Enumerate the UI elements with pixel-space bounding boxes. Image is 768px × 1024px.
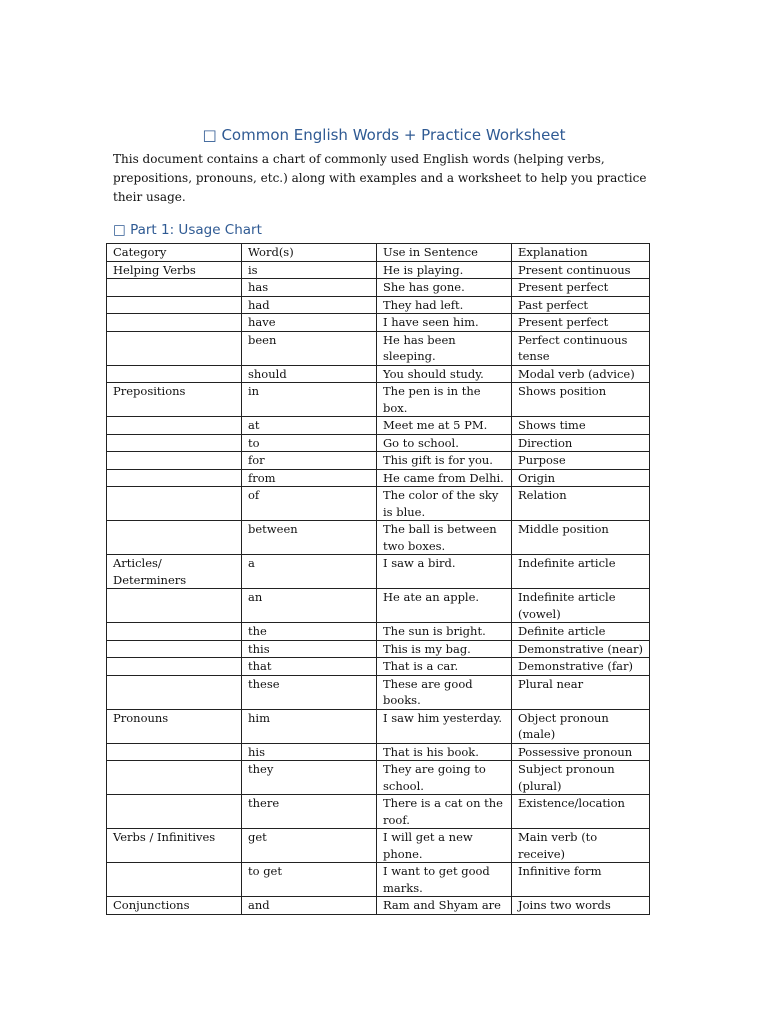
explanation-cell: Main verb (to receive) — [512, 829, 650, 863]
word-cell: for — [242, 452, 377, 470]
header-words: Word(s) — [242, 244, 377, 262]
explanation-cell: Direction — [512, 434, 650, 452]
part1-heading-text: Part 1: Usage Chart — [130, 222, 262, 238]
category-cell — [107, 365, 242, 383]
category-cell — [107, 761, 242, 795]
sentence-cell: The pen is in the box. — [377, 383, 512, 417]
table-row — [107, 434, 650, 452]
table-row — [107, 589, 650, 623]
sentence-cell: Meet me at 5 PM. — [377, 417, 512, 435]
word-cell: him — [242, 709, 377, 743]
sentence-cell: That is a car. — [377, 658, 512, 676]
word-cell: a — [242, 555, 377, 589]
table-row — [107, 521, 650, 555]
category-cell — [107, 658, 242, 676]
table-row — [107, 314, 650, 332]
category-cell: Prepositions — [107, 383, 242, 417]
title-emoji-icon: □ — [202, 126, 217, 144]
category-cell — [107, 331, 242, 365]
category-cell — [107, 314, 242, 332]
category-cell — [107, 417, 242, 435]
header-category: Category — [107, 244, 242, 262]
sentence-cell: He ate an apple. — [377, 589, 512, 623]
explanation-cell: Past perfect — [512, 296, 650, 314]
table-row — [107, 863, 650, 897]
table-row — [107, 675, 650, 709]
category-cell: Verbs / Infinitives — [107, 829, 242, 863]
sentence-cell: He is playing. — [377, 261, 512, 279]
category-cell: Helping Verbs — [107, 261, 242, 279]
explanation-cell: Indefinite article (vowel) — [512, 589, 650, 623]
word-cell: been — [242, 331, 377, 365]
table-row — [107, 383, 650, 417]
table-row — [107, 897, 650, 915]
sentence-cell: I will get a new phone. — [377, 829, 512, 863]
explanation-cell: Present perfect — [512, 279, 650, 297]
table-header-row — [107, 244, 650, 262]
category-cell — [107, 795, 242, 829]
part1-heading — [113, 220, 653, 240]
explanation-cell: Possessive pronoun — [512, 743, 650, 761]
document-title — [0, 124, 768, 146]
table-row — [107, 640, 650, 658]
explanation-cell: Present perfect — [512, 314, 650, 332]
table-row — [107, 743, 650, 761]
table-row — [107, 469, 650, 487]
explanation-cell: Origin — [512, 469, 650, 487]
header-use-in-sentence: Use in Sentence — [377, 244, 512, 262]
category-cell — [107, 863, 242, 897]
word-cell: get — [242, 829, 377, 863]
sentence-cell: The sun is bright. — [377, 623, 512, 641]
explanation-cell: Shows position — [512, 383, 650, 417]
table-row — [107, 795, 650, 829]
explanation-cell: Joins two words — [512, 897, 650, 915]
word-cell: the — [242, 623, 377, 641]
word-cell: that — [242, 658, 377, 676]
category-cell — [107, 640, 242, 658]
intro-paragraph: This document contains a chart of commonly used English words (helping verbs, prepositions, pronouns, etc.) along with examples and a worksheet to help you practice their usage. — [113, 152, 647, 204]
word-cell: his — [242, 743, 377, 761]
sentence-cell: You should study. — [377, 365, 512, 383]
word-cell: in — [242, 383, 377, 417]
sentence-cell: I saw a bird. — [377, 555, 512, 589]
explanation-cell: Shows time — [512, 417, 650, 435]
category-cell — [107, 452, 242, 470]
word-cell: this — [242, 640, 377, 658]
word-cell: to get — [242, 863, 377, 897]
category-cell: Conjunctions — [107, 897, 242, 915]
explanation-cell: Existence/location — [512, 795, 650, 829]
word-cell: had — [242, 296, 377, 314]
category-cell — [107, 279, 242, 297]
word-cell: an — [242, 589, 377, 623]
table-row — [107, 623, 650, 641]
category-cell — [107, 743, 242, 761]
explanation-cell: Demonstrative (near) — [512, 640, 650, 658]
word-cell: between — [242, 521, 377, 555]
table-row — [107, 761, 650, 795]
document-title-text: Common English Words + Practice Worksheet — [221, 126, 566, 144]
explanation-cell: Definite article — [512, 623, 650, 641]
table-row — [107, 365, 650, 383]
header-explanation: Explanation — [512, 244, 650, 262]
category-cell — [107, 296, 242, 314]
category-cell — [107, 469, 242, 487]
category-cell — [107, 675, 242, 709]
explanation-cell: Subject pronoun (plural) — [512, 761, 650, 795]
sentence-cell: He has been sleeping. — [377, 331, 512, 365]
word-cell: they — [242, 761, 377, 795]
table-row — [107, 417, 650, 435]
table-row — [107, 296, 650, 314]
table-row — [107, 487, 650, 521]
sentence-cell: That is his book. — [377, 743, 512, 761]
sentence-cell: I have seen him. — [377, 314, 512, 332]
word-cell: there — [242, 795, 377, 829]
sentence-cell: He came from Delhi. — [377, 469, 512, 487]
category-cell — [107, 521, 242, 555]
table-row — [107, 555, 650, 589]
sentence-cell: There is a cat on the roof. — [377, 795, 512, 829]
word-cell: to — [242, 434, 377, 452]
explanation-cell: Modal verb (advice) — [512, 365, 650, 383]
sentence-cell: I want to get good marks. — [377, 863, 512, 897]
explanation-cell: Purpose — [512, 452, 650, 470]
table-row — [107, 658, 650, 676]
category-cell — [107, 487, 242, 521]
sentence-cell: These are good books. — [377, 675, 512, 709]
word-cell: should — [242, 365, 377, 383]
word-cell: have — [242, 314, 377, 332]
sentence-cell: Go to school. — [377, 434, 512, 452]
explanation-cell: Indefinite article — [512, 555, 650, 589]
explanation-cell: Infinitive form — [512, 863, 650, 897]
category-cell: Pronouns — [107, 709, 242, 743]
word-cell: these — [242, 675, 377, 709]
table-row — [107, 709, 650, 743]
sentence-cell: They are going to school. — [377, 761, 512, 795]
word-cell: of — [242, 487, 377, 521]
category-cell: Articles/ Determiners — [107, 555, 242, 589]
sentence-cell: I saw him yesterday. — [377, 709, 512, 743]
word-cell: and — [242, 897, 377, 915]
explanation-cell: Middle position — [512, 521, 650, 555]
table-row — [107, 331, 650, 365]
category-cell — [107, 434, 242, 452]
word-cell: has — [242, 279, 377, 297]
table-row — [107, 261, 650, 279]
category-cell — [107, 589, 242, 623]
word-cell: at — [242, 417, 377, 435]
sentence-cell: The color of the sky is blue. — [377, 487, 512, 521]
part1-emoji-icon: □ — [113, 222, 126, 238]
table-row — [107, 279, 650, 297]
word-cell: from — [242, 469, 377, 487]
explanation-cell: Present continuous — [512, 261, 650, 279]
sentence-cell: Ram and Shyam are — [377, 897, 512, 915]
category-cell — [107, 623, 242, 641]
usage-chart-table — [106, 243, 650, 915]
explanation-cell: Demonstrative (far) — [512, 658, 650, 676]
sentence-cell: This is my bag. — [377, 640, 512, 658]
explanation-cell: Relation — [512, 487, 650, 521]
explanation-cell: Perfect continuous tense — [512, 331, 650, 365]
sentence-cell: She has gone. — [377, 279, 512, 297]
sentence-cell: The ball is between two boxes. — [377, 521, 512, 555]
explanation-cell: Object pronoun (male) — [512, 709, 650, 743]
table-row — [107, 452, 650, 470]
sentence-cell: This gift is for you. — [377, 452, 512, 470]
table-row — [107, 829, 650, 863]
sentence-cell: They had left. — [377, 296, 512, 314]
word-cell: is — [242, 261, 377, 279]
explanation-cell: Plural near — [512, 675, 650, 709]
